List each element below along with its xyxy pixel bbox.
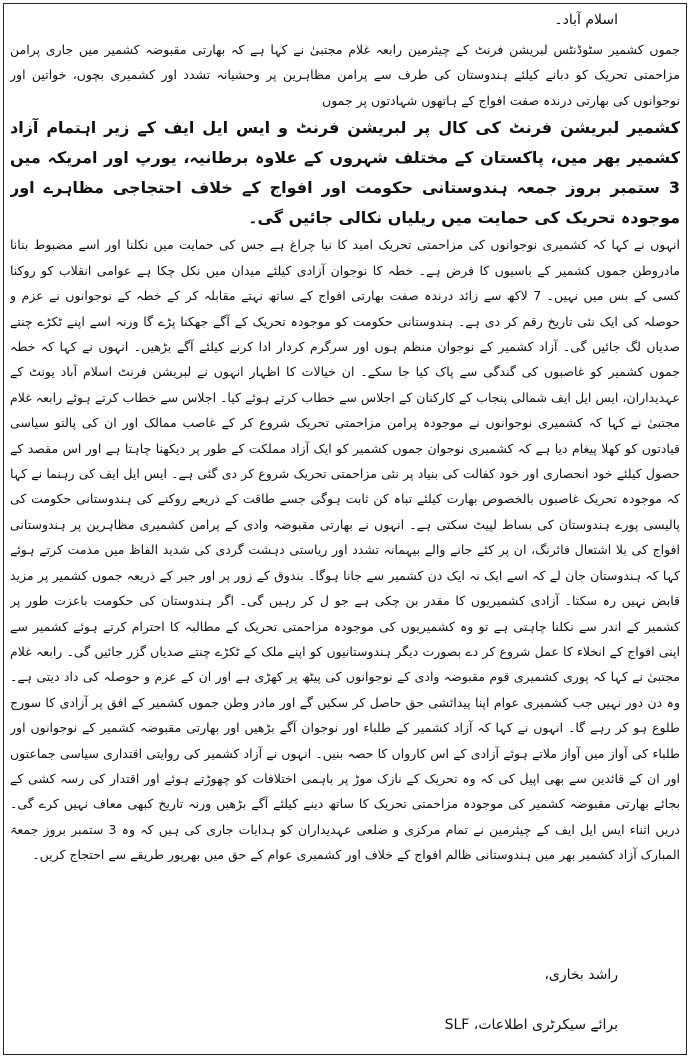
dateline: اسلام آباد۔ bbox=[554, 12, 618, 28]
main-paragraph: انہوں نے کہا کہ کشمیری نوجوانوں کی مزاحمتی تحریک امید کا نیا چراغ ہے جس کی حمایت میں نکلنا اور اسے مضبوط بنانا مادروطن جموں کشمیر کے باسیوں کا فرض ہے۔ خطہ کا نوجوان آزادی کیلئے میدان میں نکل چکا ہے عوامی انقلاب کو روکنا کسی کے بس میں نہیں۔ 7 لاکھ سے زائد درندہ صفت بھارتی افواج کے ساتھ نہتے مقابلہ کر کے خطہ کے نوجوانوں نے عزم و حوصلہ کی ایک نئی تاریخ رقم کر دی ہے۔ ہندوستانی حکومت کو موجودہ تحریک کے آگے جھکنا پڑے گا ورنہ اسے اپنے ٹکڑے چنتے صدیاں لگ جائیں گی۔ آزاد کشمیر کے نوجوان منظم ہوں اور سرگرم کردار ادا کرنے کیلئے آگے بڑھیں۔ انہوں نے کہا کہ خطہ جموں کشمیر کو غاصبوں کی گندگی سے پاک کیا جا سکے۔ ان خیالات کا اظہار انہوں نے لبریشن فرنٹ اسلام آباد یونٹ کے عہدیداران، ایس ایل ایف شمالی پنجاب کے کارکنان کے اجلاس سے خطاب کرتے ہوئے کیا۔ اجلاس سے خطاب کرتے ہوئے رابعہ غلام مجتبیٰ نے کہا کہ کشمیری نوجوانوں نے موجودہ پرامن مزاحمتی تحریک شروع کر کے غاصب ممالک اور ان کی پالتو سیاسی قیادتوں کو کھلا پیغام دیا ہے کہ کشمیری نوجوان جموں کشمیر کو ایک آزاد مملکت کے طور پر دیکھنا چاہتا ہے اور اس مقصد کے حصول کیلئے خود انحصاری اور خود کفالت کی بنیاد پر نئی مزاحمتی تحریک شروع کر دی گئی ہے۔ ایس ایل ایف کی رہنما نے کہا کہ موجودہ تحریک غاصبوں بالخصوص بھارت کیلئے تباہ کن ثابت ہوگی جسے طاقت کے ذریعے روکنے کی ہندوستانی حکومت کی پالیسی پورے ہندوستان کی بساط لپیٹ سکتی ہے۔ انہوں نے بھارتی مقبوضہ وادی کے پرامن کشمیری مظاہرین پر ہندوستانی افواج کی بلا اشتعال فائرنگ، ان پر کئے جانے والے بیہمانہ تشدد اور ریاستی دہشت گردی کی شدید الفاظ میں مذمت کرتے ہوئے کہا کہ ہندوستان جان لے کہ اسے ایک نہ ایک دن کشمیر سے جانا ہوگا۔ بندوق کے زور پر اور جبر کے ذریعہ جموں کشمیر پر مزید قابض نہیں رہ سکتا۔ آزادی کشمیریوں کا مقدر بن چکی ہے جو ل کر رہیں گی۔ اگر ہندوستان کی حکومت باعزت طور پر کشمیر کے اندر سے نکلنا چاہتی ہے تو وہ کشمیریوں کی موجودہ مزاحمتی تحریک کے مطالبہ کا احترام کرتے ہوئے کشمیر سے اپنی افواج کے انخلاء کا عمل شروع کر دے بصورت دیگر ہندوستانیوں کو اپنے ملک کے ٹکڑے چنتے صدیاں گزر جائیں گی۔ رابعہ غلام مجتبیٰ نے کہا کہ پوری کشمیری قوم مقبوضہ وادی کے نوجوانوں کی پیٹھ پر کھڑی ہے اور ان کے عزم و حوصلہ کی داد دیتی ہے۔ وہ دن دور نہیں جب کشمیری عوام اپنا پیدائشی حق حاصل کر سکیں گے اور مادر وطن جموں کشمیر کے افق پر آزادی کا سورج طلوع ہو کر رہے گا۔ انہوں نے کہا کہ آزاد کشمیر کے طلباء اور نوجوان آگے بڑھیں اور بھارتی مقبوضہ کشمیر کے نوجوانوں اور طلباء کی آواز میں آواز ملاتے ہوئے آزادی کے اس کارواں کا حصہ بنیں۔ انہوں نے آزاد کشمیر کی روایتی اقتداری سیاسی جماعتوں اور ان کے قائدین سے بھی اپیل کی کہ وہ تحریک کے نازک موڑ پر باہمی اختلافات کو چھوڑتے ہوئے اور اقتدار کی رسہ کشی کے بجائے بھارتی مقبوضہ کشمیر کی موجودہ مزاحمتی تحریک کا ساتھ دینے کیلئے آگے بڑھیں ورنہ تاریخ کبھی معاف نہیں کرے گی۔ دریں اثناء ایس ایل ایف کے چیئرمین نے تمام مرکزی و ضلعی عہدیداران کو ہدایات جاری کی ہیں کہ وہ 3 ستمبر بروز جمعۃ المبارک آزاد کشمیر بھر میں ہندوستانی ظالم افواج کے خلاف اور کشمیری عوام کے حق میں بھرپور طریقے سے احتجاج کریں۔ bbox=[10, 237, 680, 863]
signer-name: راشد بخاری، bbox=[544, 967, 618, 983]
bold-announcement-paragraph: کشمیر لبریشن فرنٹ کی کال پر لبریشن فرنٹ و ایس ایل ایف کے زیر اہتمام آزاد کشمیر بھر میں، پاکستان کے مختلف شہروں کے علاوہ برطانیہ، یورپ اور امریکہ میں 3 ستمبر بروز جمعہ ہندوستانی حکومت اور افواج کے خلاف احتجاجی مظاہرے اور موجودہ تحریک کی حمایت میں ریلیاں نکالی جائیں گی۔ bbox=[10, 118, 680, 227]
press-release-body bbox=[10, 37, 680, 882]
intro-paragraph: جموں کشمیر سٹوڈنٹس لبریشن فرنٹ کے چیئرمین رابعہ غلام مجتبیٰ نے کہا ہے کہ بھارتی مقبوضہ کشمیر میں جاری پرامن مزاحمتی تحریک کو دبانے کیلئے ہندوستان کی طرف سے پرامن مظاہرین پر وحشیانہ تشدد اور کشمیری بچوں، خواتین اور نوجوانوں کی بھارتی درندہ صفت افواج کے ہاتھوں شہادتوں پر جموں bbox=[10, 42, 680, 108]
credit-line: برائے سیکرٹری اطلاعات، SLF bbox=[444, 1017, 618, 1033]
